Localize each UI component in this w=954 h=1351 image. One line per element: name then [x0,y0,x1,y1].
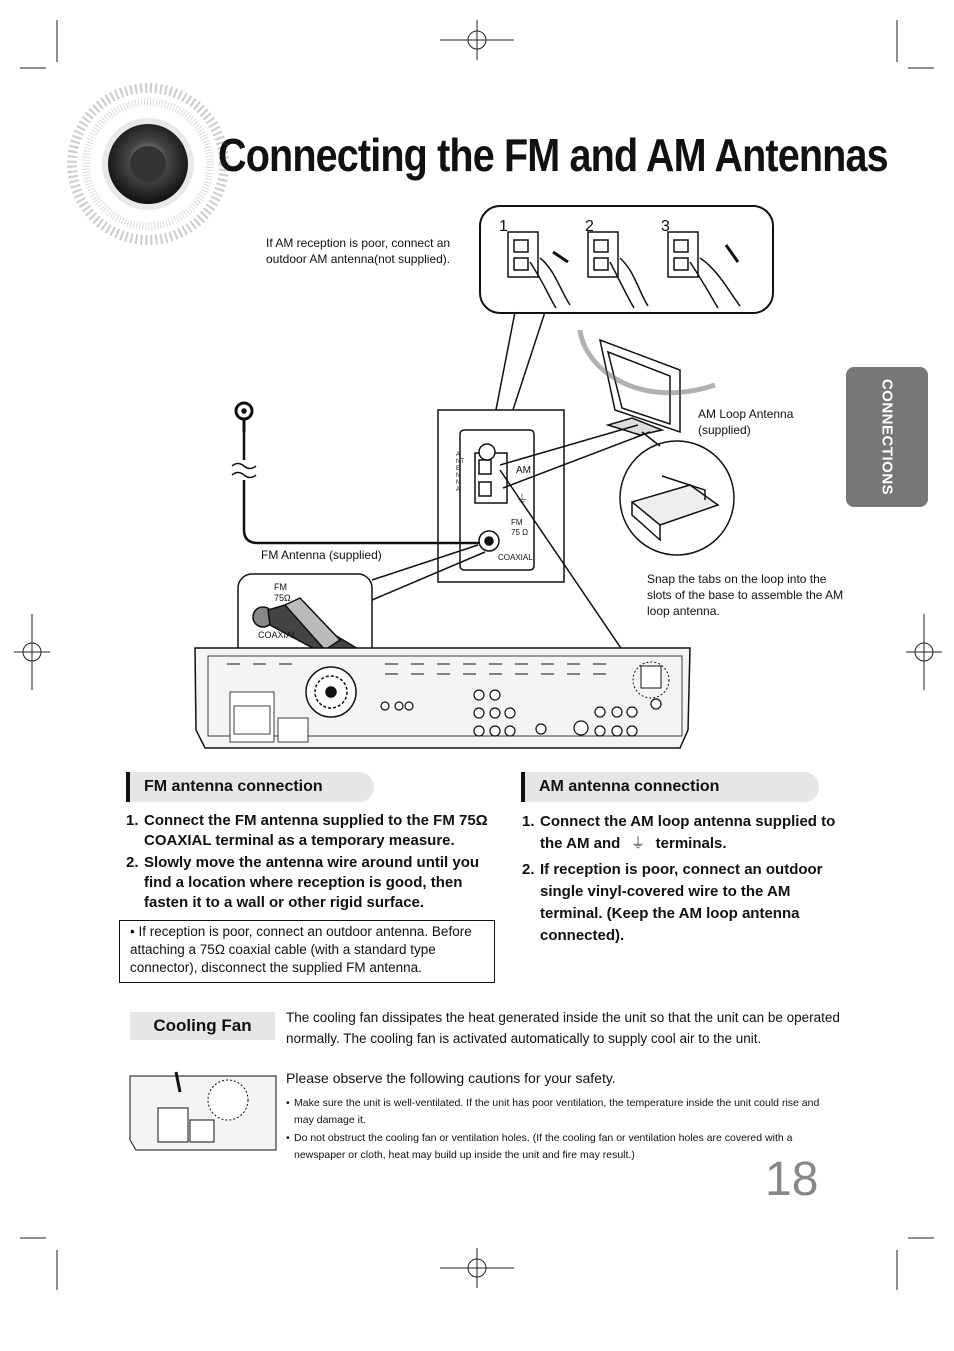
bullet-icon: • [286,1132,290,1144]
fm-step-1-text: Connect the FM antenna supplied to the FM 75Ω COAXIAL terminal as a temporary measure. [144,812,488,849]
page-title: Connecting the FM and AM Antennas [218,129,888,181]
am-step-2-number: 2. [522,861,535,878]
am-loop-antenna-label: AM Loop Antenna (supplied) [698,407,794,437]
caution-bullet-2 [286,1130,834,1164]
fm-steps-list [126,811,496,915]
fm-step-1 [126,811,496,851]
ground-terminal-icon: ⏚ [630,835,646,852]
fm-step-2-number: 2. [126,854,139,871]
panel-antenna-label: ANTENNA [456,452,464,493]
inset-75-label: 75Ω [274,593,291,603]
fm-step-1-number: 1. [126,812,139,829]
step-number-1: 1 [499,218,508,235]
panel-75-label: 75 Ω [511,528,529,537]
am-step-1-number: 1. [522,813,535,830]
panel-ground-symbol: ⏚ [516,492,529,506]
inset-coaxial-label: COAXIAL [258,630,298,640]
cooling-fan-unit-illustration [128,1070,278,1155]
caution-bullet-1-text: Make sure the unit is well-ventilated. If the unit has poor ventilation, the temperature inside the unit could rise and may damage it. [294,1097,820,1126]
inset-fm-label: FM [274,582,287,592]
am-step-2-text: If reception is poor, connect an outdoor single vinyl-covered wire to the AM terminal. (Keep the AM loop antenna connected). [540,861,823,944]
cooling-fan-description: The cooling fan dissipates the heat generated inside the unit so that the unit can be operated normally. The cooling fan is activated automatically to supply cool air to the unit. [286,1010,840,1046]
am-step-1 [522,811,852,855]
panel-fm-label: FM [511,518,523,527]
am-poor-reception-note: If AM reception is poor, connect an outdoor AM antenna(not supplied). [266,236,451,266]
bullet-icon: • [286,1097,290,1109]
fm-step-2-text: Slowly move the antenna wire around until you find a location where reception is good, then fasten it to a wall or other rigid surface. [144,854,480,911]
caution-bullet-2-text: Do not obstruct the cooling fan or ventilation holes. (If the cooling fan or ventilation holes are covered with a newspaper or cloth, heat may build up inside the unit and fire may result.) [294,1132,793,1161]
am-step-1-text-b: terminals. [655,835,727,852]
side-tab-label: CONNECTIONS [878,378,896,496]
caution-bullet-1 [286,1095,834,1129]
step-number-3: 3 [661,218,670,235]
fm-antenna-label: FM Antenna (supplied) [261,548,382,562]
am-steps-list [522,811,852,947]
cooling-fan-label: Cooling Fan [130,1012,275,1040]
panel-am-label: AM [516,465,531,476]
am-section-heading: AM antenna connection [521,772,819,802]
page-number: 18 [765,1153,819,1206]
cautions-intro: Please observe the following cautions for your safety. [286,1070,616,1086]
fm-section-heading: FM antenna connection [126,772,374,802]
am-step-1-text-a: Connect the AM loop antenna supplied to the AM and [540,813,836,852]
am-step-2 [522,859,852,947]
fm-note-box: • If reception is poor, connect an outdoor antenna. Before attaching a 75Ω coaxial cable (with a standard type connector), disconnect the supplied FM antenna. [119,920,495,983]
panel-coaxial-label: COAXIAL [498,553,533,562]
step-number-2: 2 [585,218,594,235]
snap-tabs-note: Snap the tabs on the loop into the slots of the base to assemble the AM loop antenna. [647,572,844,618]
fm-step-2 [126,853,496,913]
